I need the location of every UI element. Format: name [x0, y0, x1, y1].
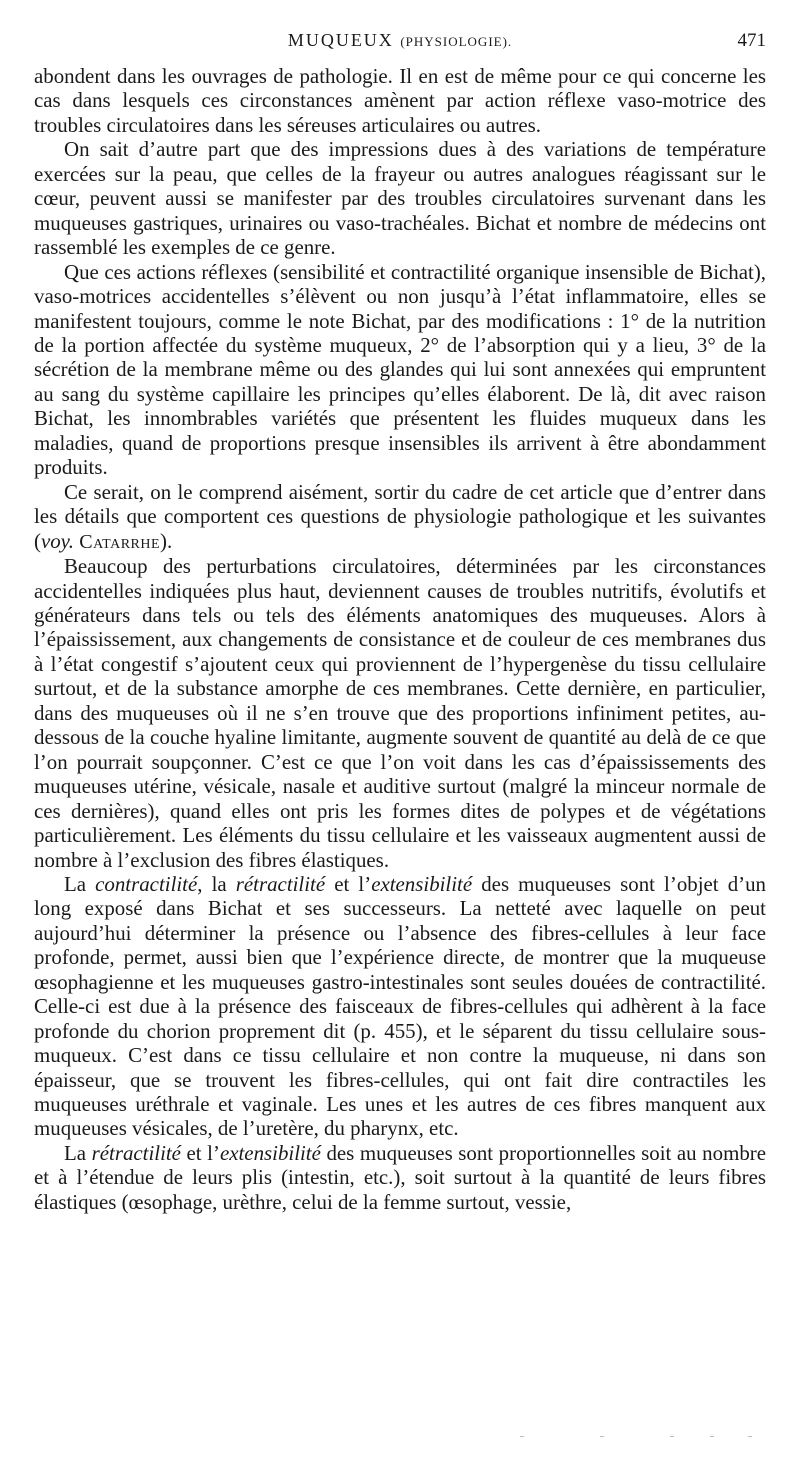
paragraph-temperature-impressions: On sait d’autre part que des impressions dues à des variations de température exercées sur la peau, que celles de la frayeur ou autres analogues réagissant sur le cœur, peuvent aussi se manifester par des troubles circulatoires survenant dans les muqueuses gastriques, urinaires ou vaso-trachéales. Bichat et nombre de médecins ont rassemblé les exemples de ce genre.	[34, 137, 766, 260]
paragraph-contractility	[34, 872, 766, 1141]
retractility-lead: La	[64, 1140, 92, 1165]
paragraph-reflex-actions: Que ces actions réflexes (sensibilité et contractilité organique insensible de Bichat), vaso-motrices accidentelles s’élèvent ou non jusqu’à l’état inflammatoire, elles se manifestent toujours, comme le note Bichat, par des modifications : 1° de la nutrition de la portion affectée du système muqueux, 2° de l’absorption qui y a lieu, 3° de la sécrétion de la membrane même ou des glandes qui lui sont annexées qui empruntent au sang du système capillaire les principes qu’elles élaborent. De là, dit avec raison Bichat, les innombrables variétés que présentent les fluides muqueux dans les maladies, quand de proportions presque insensibles ils arrivent à être abondamment produits.	[34, 259, 766, 480]
paragraph-continued: abondent dans les ouvrages de pathologie. Il en est de même pour ce qui concerne les cas dans lesquels ces circonstances amènent par action réflexe vaso-motrice des troubles circulatoires dans les séreuses articulaires ou autres.	[34, 64, 766, 137]
running-header	[34, 30, 766, 56]
term-retractilite: rétractilité	[235, 871, 326, 896]
running-title-word: MUQUEUX	[287, 30, 394, 50]
scan-speckles	[520, 1436, 760, 1442]
contractility-lead: La	[64, 871, 96, 896]
paragraph-retractility	[34, 1141, 766, 1214]
retractility-mid1: et l’	[180, 1140, 220, 1165]
scope-note-end: ).	[160, 528, 173, 553]
contractility-mid1: , la	[197, 871, 236, 896]
term-contractilite: contractilité	[95, 871, 198, 896]
term-extensibilite-2: extensibilité	[219, 1140, 321, 1165]
paragraph-perturbations: Beaucoup des perturbations circulatoires, déterminées par les circonstances accidentelles indiquées plus haut, deviennent causes de troubles nutritifs, évolutifs et générateurs dans tels ou tels des éléments anatomiques des muqueuses. Alors à l’épaississement, aux changements de consistance et de couleur de ces membranes dus à l’état congestif s’ajoutent ceux qui proviennent de l’hypergenèse du tissu cellulaire surtout, et de la substance amorphe de ces membranes. Cette dernière, en particulier, dans des muqueuses où il ne s’en trouve que des proportions infiniment petites, au-dessous de la couche hyaline limitante, augmente souvent de quantité au delà de ce que l’on pourrait soupçonner. C’est ce que l’on voit dans les cas d’épaississements des muqueuses utérine, vésicale, nasale et auditive surtout (malgré la minceur normale de ces dernières), quand elles ont pris les formes dites de polypes et de végétations particulièrement. Les éléments du tissu cellulaire et les vaisseaux augmentent aussi de nombre à l’exclusion des fibres élastiques.	[34, 554, 766, 872]
running-title	[34, 30, 766, 51]
page-body	[34, 64, 766, 1214]
paragraph-scope-note	[34, 480, 766, 554]
term-extensibilite: extensibilité	[371, 871, 473, 896]
retractility-rest: des muqueuses sont proportionnelles soit au nombre et à l’étendue de leurs plis (intestin, etc.), soit surtout à la quantité de leurs fibres élastiques (œsophage, urèthre, celui de la femme surtout, vessie,	[34, 1140, 766, 1214]
catarrhe-crossref: Catarrhe	[79, 530, 161, 553]
voy-abbrev: voy.	[40, 528, 75, 553]
running-title-section: (PHYSIOLOGIE).	[400, 34, 513, 49]
contractility-mid2: et l’	[325, 871, 372, 896]
contractility-rest: des muqueuses sont l’objet d’un long exposé dans Bichat et ses successeurs. La netteté avec laquelle on peut aujourd’hui déterminer la présence ou l’absence des fibres-cellules à leur face profonde, permet, aussi bien que l’expérience directe, de montrer que la muqueuse œsophagienne et les muqueuses gastro-intestinales sont seules douées de contractilité. Celle-ci est due à la présence des faisceaux de fibres-cellules qui adhèrent à la face profonde du chorion proprement dit (p. 455), et le séparent du tissu cellulaire sous-muqueux. C’est dans ce tissu cellulaire et non contre la muqueuse, ni dans son épaisseur, que se trouvent les fibres-cellules, qui ont fait dire contractiles les muqueuses uréthrale et vaginale. Les unes et les autres de ces fibres manquent aux muqueuses vésicales, de l’uretère, du pharynx, etc.	[34, 871, 766, 1141]
term-retractilite-2: rétractilité	[91, 1140, 181, 1165]
page-number: 471	[737, 30, 766, 51]
scope-note-text: Ce serait, on le comprend aisément, sortir du cadre de cet article que d’entrer dans les détails que comportent ces questions de physiologie pathologique et les suivantes (	[34, 479, 766, 553]
